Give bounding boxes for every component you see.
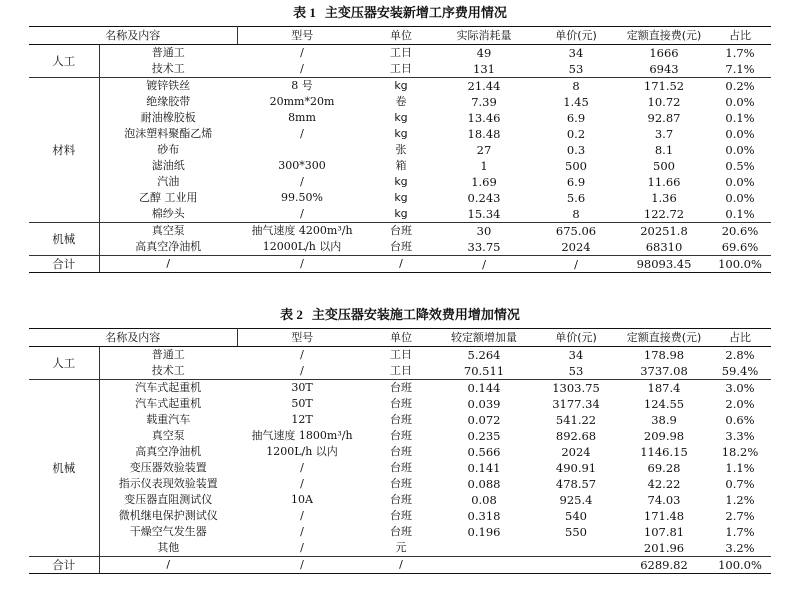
cell-quantity: 21.44: [435, 78, 533, 95]
cell-quantity: 33.75: [467, 240, 501, 254]
cell-direct-cost: 171.52: [619, 78, 709, 95]
cell-quantity: 0.144: [435, 380, 533, 397]
cell-direct-cost: 1666: [649, 46, 679, 60]
cell-name: /: [99, 557, 237, 574]
cell-name: 普通工: [151, 348, 185, 361]
table-row: [29, 396, 771, 412]
cell-unit: 工日: [390, 46, 412, 59]
cell-share: 3.3%: [725, 429, 755, 443]
header-quantity: 实际消耗量: [435, 27, 533, 45]
cell-share: 1.7%: [725, 46, 755, 60]
cell-unit: 台班: [390, 429, 412, 442]
cell-unit-price: 3177.34: [552, 397, 600, 411]
cell-unit-price: 6.9: [566, 175, 586, 189]
cell-unit: 工日: [390, 62, 412, 75]
cell-name: 乙醇 工业用: [139, 191, 198, 204]
cell-quantity: 0.141: [467, 461, 501, 475]
cell-share: 18.2%: [721, 445, 759, 459]
cell-unit: 台班: [367, 223, 435, 240]
cell-name: 汽车式起重机: [99, 380, 237, 397]
table1-caption-number: 表 1: [293, 5, 316, 20]
cell-direct-cost: 209.98: [643, 429, 685, 443]
cell-direct-cost: 8.1: [654, 143, 674, 157]
cell-unit-price: 34: [568, 46, 584, 60]
cell-quantity: 15.34: [467, 207, 501, 221]
table-row: [29, 45, 771, 62]
cell-direct-cost: 122.72: [643, 207, 685, 221]
cell-name: /: [99, 256, 237, 273]
cell-quantity: [435, 540, 533, 557]
cell-name: 指示仪表现效验装置: [118, 477, 218, 490]
cell-name: 高真空净油机: [135, 445, 202, 458]
cell-share: 100.0%: [709, 256, 771, 273]
cell-quantity: 49: [476, 46, 492, 60]
table-row: [29, 444, 771, 460]
cell-model: [237, 142, 367, 158]
cell-share: 1.1%: [725, 461, 755, 475]
cell-model: 抽气速度 1800m³/h: [251, 429, 353, 442]
cell-unit-price: 0.3: [566, 143, 586, 157]
cell-unit-price: 550: [565, 525, 587, 539]
header-name: 名称及内容: [29, 329, 237, 347]
category-cell: 材料: [29, 78, 99, 223]
cell-unit-price: 541.22: [555, 413, 597, 427]
cell-quantity: 27: [476, 143, 492, 157]
cell-unit-price: 500: [565, 159, 587, 173]
cell-model: 抽气速度 4200m³/h: [237, 223, 367, 240]
cell-unit: 台班: [390, 477, 412, 490]
table2: [29, 328, 771, 574]
header-unit: 单位: [367, 329, 435, 347]
table1: [29, 26, 771, 273]
cell-share: 0.5%: [725, 159, 755, 173]
cell-model: /: [300, 175, 304, 188]
cell-direct-cost: 98093.45: [619, 256, 709, 273]
table-row: [29, 110, 771, 126]
cell-direct-cost: 42.22: [647, 477, 681, 491]
cell-unit: 台班: [390, 445, 412, 458]
table-row: [29, 524, 771, 540]
cell-unit-price: 490.91: [555, 461, 597, 475]
cell-unit-price: [533, 557, 619, 574]
header-model: 型号: [237, 27, 367, 45]
cell-model: 12T: [291, 413, 313, 426]
cell-share: 0.2%: [709, 78, 771, 95]
table-row: [29, 94, 771, 110]
cell-quantity: 7.39: [471, 95, 497, 109]
cell-model: 10A: [291, 493, 313, 506]
cell-unit: kg: [394, 127, 408, 140]
cell-direct-cost: 11.66: [647, 175, 681, 189]
cell-model: /: [300, 62, 304, 75]
cell-share: 2.7%: [725, 509, 755, 523]
cell-unit: 工日: [390, 348, 412, 361]
cell-model: /: [300, 364, 304, 377]
cell-unit: kg: [394, 111, 408, 124]
cell-unit: kg: [367, 78, 435, 95]
cell-share: 20.6%: [709, 223, 771, 240]
cell-quantity: 0.235: [467, 429, 501, 443]
table-row: [29, 412, 771, 428]
cell-name: 技术工: [151, 364, 185, 377]
cell-model: 8 号: [237, 78, 367, 95]
cell-unit: 箱: [395, 159, 407, 172]
cell-unit: kg: [394, 191, 408, 204]
cell-quantity: [435, 557, 533, 574]
table-row: [29, 460, 771, 476]
table-row: [29, 174, 771, 190]
cell-share: 3.2%: [725, 541, 755, 555]
cell-direct-cost: 171.48: [643, 509, 685, 523]
cell-name: 其他: [157, 541, 180, 554]
cell-unit: 元: [395, 541, 407, 554]
cell-unit-price: /: [533, 256, 619, 273]
table1-header-row: [29, 27, 771, 45]
cell-model: 20mm*20m: [269, 95, 335, 108]
cell-unit: 台班: [390, 493, 412, 506]
table-row: [29, 557, 771, 574]
cell-unit-price: 8: [533, 78, 619, 95]
cell-name: 载重汽车: [146, 413, 191, 426]
cell-direct-cost: 1.36: [651, 191, 677, 205]
cell-quantity: 0.318: [467, 509, 501, 523]
cell-model: 300*300: [278, 159, 326, 172]
cell-direct-cost: 74.03: [647, 493, 681, 507]
cell-model: /: [237, 256, 367, 273]
cell-unit: /: [367, 256, 435, 273]
cell-unit: 张: [395, 143, 407, 156]
cell-name: 镀锌铁丝: [99, 78, 237, 95]
cell-share: 1.2%: [725, 493, 755, 507]
cell-direct-cost: 107.81: [643, 525, 685, 539]
cell-model: /: [300, 525, 304, 538]
cell-share: 2.0%: [725, 397, 755, 411]
cell-share: 0.0%: [725, 95, 755, 109]
cell-quantity: 1: [480, 159, 488, 173]
cell-name: 汽油: [157, 175, 180, 188]
table1-caption: [0, 4, 800, 23]
cell-direct-cost: 500: [653, 159, 675, 173]
table-row: [29, 190, 771, 206]
header-model: 型号: [237, 329, 367, 347]
table-row: [29, 126, 771, 142]
cell-share: 1.7%: [725, 525, 755, 539]
cell-share: 0.0%: [725, 127, 755, 141]
cell-model: /: [300, 46, 304, 59]
cell-direct-cost: 20251.8: [619, 223, 709, 240]
table2-caption-text: 主变压器安装施工降效费用增加情况: [311, 308, 520, 323]
cell-direct-cost: 3737.08: [640, 364, 688, 378]
cell-name: 微机继电保护测试仪: [118, 509, 218, 522]
header-quantity: 较定额增加量: [435, 329, 533, 347]
cell-model: /: [300, 207, 304, 220]
cell-direct-cost: 68310: [645, 240, 683, 254]
cell-model: /: [300, 127, 304, 140]
cell-name: 技术工: [151, 62, 185, 75]
cell-unit-price: 2024: [561, 445, 591, 459]
table-row: [29, 206, 771, 223]
cell-name: 耐油橡胶板: [140, 111, 196, 124]
cell-quantity: 0.039: [467, 397, 501, 411]
cell-quantity: 70.511: [463, 364, 505, 378]
cell-direct-cost: 1146.15: [640, 445, 688, 459]
cell-unit: kg: [394, 207, 408, 220]
cell-share: 69.6%: [721, 240, 759, 254]
cell-quantity: 131: [473, 62, 495, 76]
cell-name: 棉纱头: [151, 207, 185, 220]
cell-unit-price: 34: [568, 348, 584, 362]
cell-model: /: [300, 509, 304, 522]
cell-direct-cost: 69.28: [647, 461, 681, 475]
cell-name: 真空泵: [99, 223, 237, 240]
cell-share: 100.0%: [709, 557, 771, 574]
cell-unit: 台班: [390, 461, 412, 474]
cell-unit-price: 0.2: [566, 127, 586, 141]
cell-direct-cost: 201.96: [643, 541, 685, 555]
cell-unit: /: [367, 557, 435, 574]
cell-model: 12000L/h 以内: [262, 240, 342, 253]
cell-share: 0.7%: [725, 477, 755, 491]
cell-name: 干燥空气发生器: [129, 525, 207, 538]
cell-share: 0.1%: [725, 111, 755, 125]
cell-unit: 工日: [390, 364, 412, 377]
cell-model: /: [237, 557, 367, 574]
cell-model: 99.50%: [281, 191, 323, 204]
cell-share: 2.8%: [725, 348, 755, 362]
table-row: [29, 347, 771, 364]
cell-unit-price: 8: [572, 207, 580, 221]
cell-unit: 卷: [395, 95, 407, 108]
table1-caption-text: 主变压器安装新增工序费用情况: [324, 6, 507, 21]
cell-unit-price: 5.6: [566, 191, 586, 205]
cell-direct-cost: 6289.82: [619, 557, 709, 574]
cell-unit: 台班: [367, 380, 435, 397]
table-row: [29, 223, 771, 240]
cell-quantity: 0.566: [467, 445, 501, 459]
category-cell: 机械: [29, 223, 99, 256]
cell-unit-price: 478.57: [555, 477, 597, 491]
cell-unit-price: 53: [568, 364, 584, 378]
cell-unit-price: 6.9: [566, 111, 586, 125]
cell-share: 3.0%: [709, 380, 771, 397]
table-row: [29, 256, 771, 273]
header-unit: 单位: [367, 27, 435, 45]
header-direct-cost: 定额直接费(元): [619, 329, 709, 347]
cell-name: 砂布: [157, 143, 180, 156]
category-cell: 合计: [29, 557, 99, 574]
cell-quantity: 13.46: [467, 111, 501, 125]
cell-quantity: 0.072: [467, 413, 501, 427]
cell-name: 变压器直阻测试仪: [124, 493, 213, 506]
cell-share: 0.0%: [725, 143, 755, 157]
cell-name: 普通工: [151, 46, 185, 59]
table2-header-row: [29, 329, 771, 347]
cell-model: 50T: [291, 397, 313, 410]
cell-share: 0.0%: [725, 175, 755, 189]
table2-caption-number: 表 2: [280, 307, 303, 322]
cell-quantity: 0.088: [467, 477, 501, 491]
cell-unit-price: 925.4: [559, 493, 593, 507]
cell-unit-price: 892.68: [555, 429, 597, 443]
cell-model: /: [300, 348, 304, 361]
cell-name: 变压器效验装置: [129, 461, 207, 474]
cell-unit: 台班: [390, 240, 412, 253]
cell-model: /: [300, 541, 304, 554]
table-row: [29, 61, 771, 78]
cell-quantity: /: [435, 256, 533, 273]
cell-unit-price: 675.06: [533, 223, 619, 240]
cell-unit: 台班: [390, 397, 412, 410]
cell-quantity: 5.264: [467, 348, 501, 362]
cell-name: 高真空净油机: [135, 240, 202, 253]
cell-unit: 台班: [390, 509, 412, 522]
cell-share: 59.4%: [721, 364, 759, 378]
cell-unit: 台班: [390, 525, 412, 538]
cell-quantity: 0.196: [467, 525, 501, 539]
cell-direct-cost: 178.98: [643, 348, 685, 362]
cell-name: 绝缘胶带: [146, 95, 191, 108]
cell-share: 0.1%: [725, 207, 755, 221]
cell-model: 1200L/h 以内: [266, 445, 338, 458]
table-row: [29, 239, 771, 256]
cell-direct-cost: 10.72: [647, 95, 681, 109]
cell-direct-cost: 6943: [649, 62, 679, 76]
cell-unit-price: 540: [565, 509, 587, 523]
cell-name: 汽车式起重机: [135, 397, 202, 410]
category-cell: 机械: [29, 380, 99, 557]
cell-direct-cost: 92.87: [647, 111, 681, 125]
table-row: [29, 158, 771, 174]
header-unit-price: 单价(元): [533, 329, 619, 347]
cell-share: 0.0%: [725, 191, 755, 205]
category-cell: 合计: [29, 256, 99, 273]
table-row: [29, 492, 771, 508]
header-share: 占比: [709, 27, 771, 45]
table2-caption: [0, 306, 800, 325]
cell-model: 8mm: [288, 111, 316, 124]
cell-name: 泡沫塑料聚酯乙烯: [124, 127, 213, 140]
cell-model: 30T: [237, 380, 367, 397]
table-row: [29, 380, 771, 397]
cell-quantity: 0.08: [471, 493, 497, 507]
cell-unit-price: [533, 540, 619, 557]
category-cell: 人工: [29, 45, 99, 78]
cell-name: 滤油纸: [151, 159, 185, 172]
cell-quantity: 30: [435, 223, 533, 240]
cell-model: /: [300, 461, 304, 474]
table-row: [29, 540, 771, 557]
cell-unit: kg: [394, 175, 408, 188]
table-row: [29, 476, 771, 492]
cell-unit-price: 2024: [561, 240, 591, 254]
table-row: [29, 508, 771, 524]
header-direct-cost: 定额直接费(元): [619, 27, 709, 45]
header-name: 名称及内容: [29, 27, 237, 45]
table-row: [29, 428, 771, 444]
cell-direct-cost: 3.7: [654, 127, 674, 141]
header-share: 占比: [709, 329, 771, 347]
cell-share: 0.6%: [725, 413, 755, 427]
cell-unit-price: 1303.75: [533, 380, 619, 397]
table-row: [29, 78, 771, 95]
cell-unit-price: 1.45: [563, 95, 589, 109]
cell-unit: 台班: [390, 413, 412, 426]
cell-quantity: 1.69: [471, 175, 497, 189]
category-cell: 人工: [29, 347, 99, 380]
cell-quantity: 0.243: [467, 191, 501, 205]
cell-direct-cost: 187.4: [619, 380, 709, 397]
cell-direct-cost: 124.55: [643, 397, 685, 411]
cell-unit-price: 53: [568, 62, 584, 76]
cell-direct-cost: 38.9: [651, 413, 677, 427]
cell-quantity: 18.48: [467, 127, 501, 141]
cell-model: /: [300, 477, 304, 490]
cell-name: 真空泵: [151, 429, 185, 442]
table-row: [29, 363, 771, 380]
table-row: [29, 142, 771, 158]
header-unit-price: 单价(元): [533, 27, 619, 45]
cell-share: 7.1%: [725, 62, 755, 76]
